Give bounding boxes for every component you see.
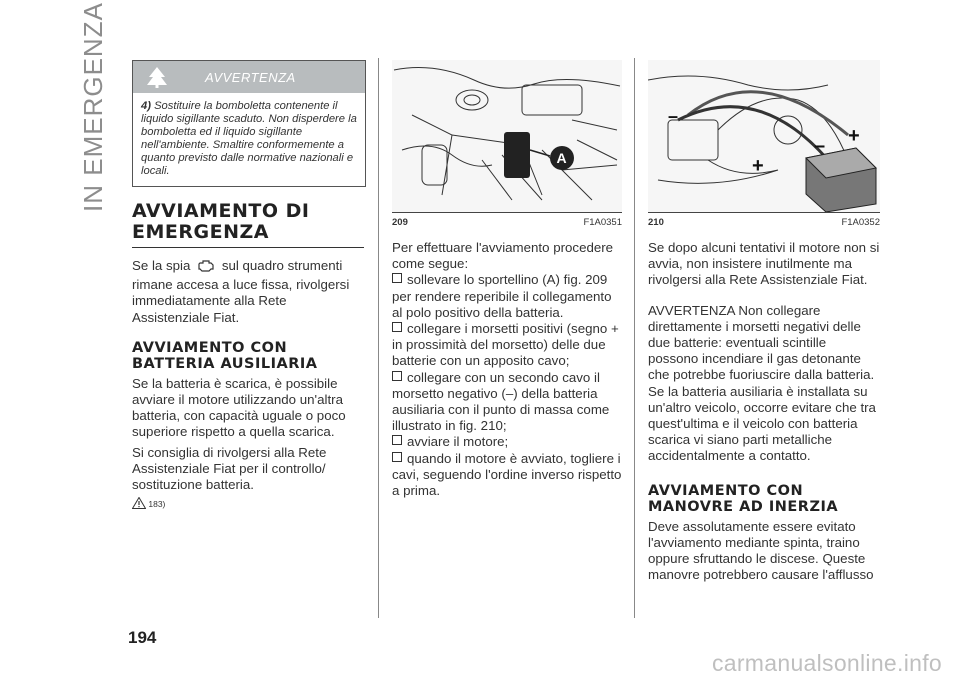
paragraph: AVVERTENZA Non collegare direttamente i morsetti negativi delle due batterie: eventuali scintille possono incendiare il gas detonante che potrebbe fuoriuscire dalla batteria. Se la batteria ausiliaria è installata su un'altro veicolo, occorre evitare che tra quest'ultima e il veicolo con batteria scarica vi siano parti metalliche accidentalmente a contatto. — [648, 302, 876, 464]
list-item — [392, 451, 622, 500]
warning-note — [132, 497, 364, 511]
checkbox-bullet-icon — [392, 371, 402, 381]
list-item — [392, 434, 622, 450]
svg-text:–: – — [668, 106, 679, 126]
figure-210 — [648, 60, 880, 213]
intro-text-a: Se la spia — [132, 258, 191, 273]
step-text: sollevare lo sportellino (A) fig. 209 per rendere reperibile il collegamento al polo positivo della batteria. — [392, 272, 612, 320]
list-item — [392, 272, 622, 321]
checkbox-bullet-icon — [392, 452, 402, 462]
column-left — [132, 60, 364, 511]
watermark: carmanualsonline.info — [711, 650, 942, 676]
figure-number: 209 — [392, 217, 408, 228]
figure-code: F1A0352 — [841, 217, 880, 228]
paragraph: Per effettuare l'avviamento procedere come segue: — [392, 240, 614, 272]
warning-body: Sostituire la bomboletta contenente il liquido sigillante scaduto. Non disperdere la bomboletta ed il liquido sigillante nell'ambiente. Smaltire conformemente a quanto previsto dalle normative nazionali e locali. — [141, 100, 357, 177]
note-ref: 183) — [148, 499, 166, 510]
svg-text:+: + — [752, 155, 764, 177]
figure-caption — [392, 217, 622, 228]
engine-bay-illustration — [392, 60, 622, 212]
warning-triangle-icon — [132, 497, 146, 511]
warning-box — [132, 60, 366, 187]
column-right — [648, 60, 880, 583]
tree-icon — [145, 65, 169, 94]
column-middle — [392, 60, 622, 499]
page-number: 194 — [128, 628, 157, 647]
warning-header — [133, 61, 365, 93]
step-text: collegare con un secondo cavo il morsetto negativo (–) della batteria ausiliaria con il punto di massa come illustrato in fig. 210; — [392, 369, 610, 434]
checkbox-bullet-icon — [392, 435, 402, 445]
figure-209 — [392, 60, 622, 213]
figure-label: A — [556, 150, 567, 166]
svg-text:–: – — [814, 135, 826, 157]
chapter-title: IN EMERGENZA — [78, 2, 108, 212]
battery-jump-illustration — [648, 60, 880, 212]
figure-code: F1A0351 — [583, 217, 622, 228]
svg-text:+: + — [848, 125, 860, 147]
list-item — [392, 321, 622, 370]
paragraph — [132, 258, 364, 326]
list-item — [392, 370, 622, 435]
warning-text — [133, 93, 365, 186]
figure-number: 210 — [648, 217, 664, 228]
step-text: avviare il motore; — [407, 434, 509, 450]
checkbox-bullet-icon — [392, 322, 402, 332]
section-heading: AVVIAMENTO DI EMERGENZA — [132, 201, 364, 248]
column-divider — [634, 58, 635, 618]
figure-caption — [648, 217, 880, 228]
step-text: quando il motore è avviato, togliere i cavi, seguendo l'ordine inverso rispetto a prima. — [392, 450, 622, 499]
steps-list — [392, 272, 622, 499]
battery-icon — [806, 148, 876, 212]
engine-warning-light-icon — [197, 259, 215, 277]
section-heading: AVVIAMENTO CON BATTERIA AUSILIARIA — [132, 339, 318, 372]
paragraph: Se dopo alcuni tentativi il motore non si avvia, non insistere inutilmente ma rivolgersi alla Rete Assistenziale Fiat. — [648, 240, 880, 288]
intro-text-b: sul quadro strumenti rimane accesa a luce fissa, rivolgersi immediatamente alla Rete Assistenziale Fiat. — [132, 258, 350, 325]
paragraph: Si consiglia di rivolgersi alla Rete Assistenziale Fiat per il controllo/ sostituzione batteria. — [132, 444, 327, 493]
section-heading: AVVIAMENTO CON MANOVRE AD INERZIA — [648, 482, 839, 515]
checkbox-bullet-icon — [392, 273, 402, 283]
paragraph: Se la batteria è scarica, è possibile avviare il motore utilizzando un'altra batteria, con capacità uguale o poco superiore rispetto a quella scarica. — [132, 375, 346, 440]
column-divider — [378, 58, 379, 618]
step-text: collegare i morsetti positivi (segno + in prossimità del morsetto) delle due batterie con un apposito cavo; — [392, 321, 619, 369]
warning-number: 4) — [141, 100, 151, 112]
paragraph: Deve assolutamente essere evitato l'avviamento mediante spinta, traino oppure sfruttando le discese. Queste manovre potrebbero causare l'afflusso — [648, 518, 874, 583]
warning-title: AVVERTENZA — [205, 70, 296, 85]
